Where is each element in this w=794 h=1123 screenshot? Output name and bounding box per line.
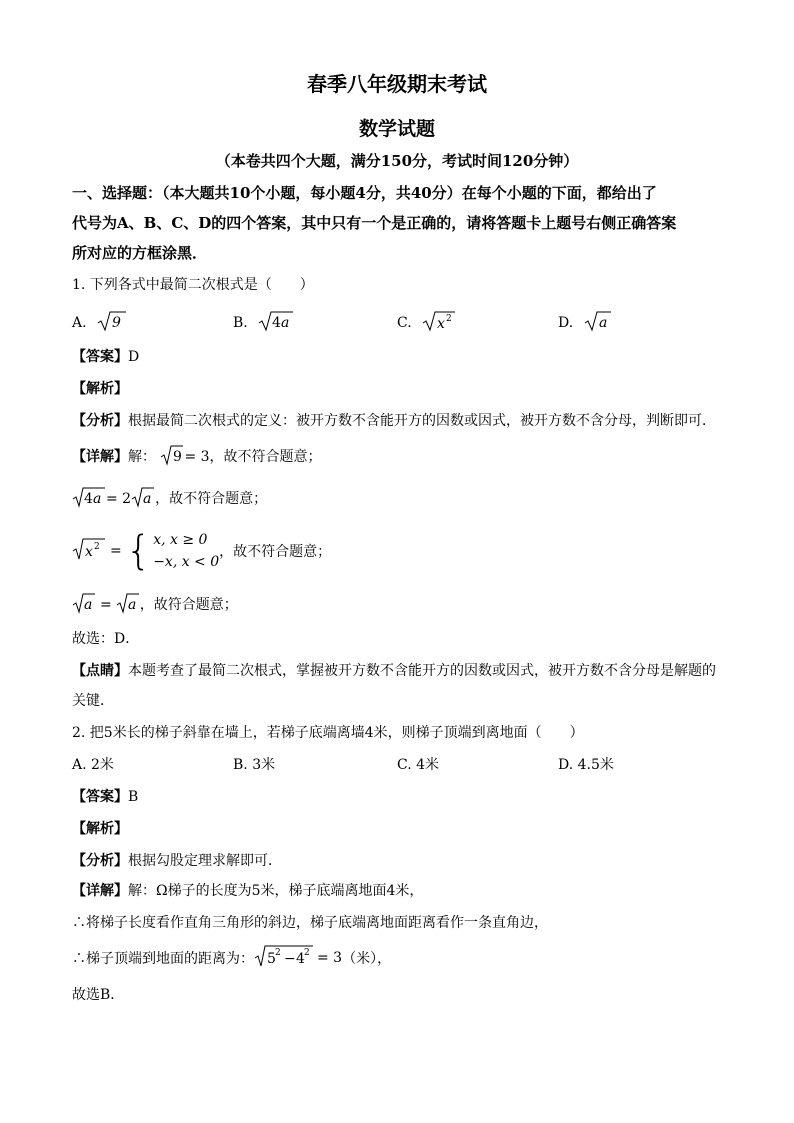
svg-text:a: a <box>127 597 137 613</box>
section1-line2: 代号为A、B、C、D的四个答案，其中只有一个是正确的，请将答题卡上题号右侧正确答案 <box>72 214 677 232</box>
q1-answer <box>72 346 139 366</box>
sqrt-x-squared <box>422 310 456 336</box>
q1-xiangjie <box>72 444 322 470</box>
line3-eq: = 3 <box>317 950 343 966</box>
step2-eq: = 2 <box>106 491 132 507</box>
xiangjie-tag: 【详解】 <box>72 883 128 899</box>
fenxi-text: 根据勾股定理求解即可． <box>128 853 282 869</box>
sqrt-4a <box>72 486 106 512</box>
sqrt-9 <box>160 444 184 470</box>
svg-text:2: 2 <box>446 314 452 324</box>
xiangjie-tag: 【详解】 <box>72 449 128 465</box>
option-label: B. <box>233 315 248 331</box>
step2-text: ，故不符合题意； <box>155 491 268 507</box>
equals-sign: = <box>110 543 122 559</box>
svg-text:2: 2 <box>304 948 310 958</box>
xiangjie-text: 解：Ω梯子的长度为5米，梯子底端离地面4米， <box>128 883 424 899</box>
q1-step4 <box>72 592 238 618</box>
q2-option-b: B. 3米 <box>233 757 276 773</box>
option-label: C. <box>397 315 412 331</box>
q1-option-d <box>558 310 612 336</box>
fenxi-tag: 【分析】 <box>72 853 128 869</box>
subject-title: 数学试题 <box>358 118 435 140</box>
answer-value: D <box>128 349 140 365</box>
answer-tag: 【答案】 <box>72 789 128 805</box>
answer-value: B <box>128 789 139 805</box>
step1-eq: = 3 <box>184 449 210 465</box>
svg-text:x: x <box>437 316 446 332</box>
sqrt-a <box>72 592 96 618</box>
svg-text:a: a <box>93 491 102 507</box>
dianjing-tag: 【点睛】 <box>72 663 128 679</box>
step4-text: ，故符合题意； <box>139 597 238 613</box>
q2-option-d: D. 4.5米 <box>558 757 614 773</box>
q2-fenxi <box>72 850 282 870</box>
svg-text:2: 2 <box>94 542 100 552</box>
fenxi-text: 根据最简二次根式的定义：被开方数不含能开方的因数或因式，被开方数不含分母，判断即可． <box>128 413 716 429</box>
cases <box>153 529 219 573</box>
sqrt-4a <box>258 310 294 336</box>
svg-text:4: 4 <box>296 951 305 967</box>
exam-note: （本卷共四个大题，满分150分，考试时间120分钟） <box>215 152 579 170</box>
svg-text:9: 9 <box>173 449 183 465</box>
svg-text:−: − <box>284 951 296 967</box>
svg-text:a: a <box>598 315 607 331</box>
exam-title: 春季八年级期末考试 <box>307 72 487 96</box>
radicand: 9 <box>112 315 121 331</box>
svg-text:2: 2 <box>275 948 281 958</box>
q2-stem: 2. 把5米长的梯子斜靠在墙上，若梯子底端离墙4米，则梯子顶端到离地面（ ） <box>72 725 584 741</box>
q1-stem: 1. 下列各式中最简二次根式是（ ） <box>72 277 314 293</box>
svg-text:x: x <box>85 544 93 560</box>
q2-option-a: A. 2米 <box>72 757 114 773</box>
q1-conclusion: 故选：D． <box>72 631 140 647</box>
q1-step3 <box>72 528 331 574</box>
piecewise-brace <box>126 529 219 573</box>
case-2: −x, x < 0 <box>153 554 220 570</box>
step1-text: ，故不符合题意； <box>209 449 322 465</box>
option-label: A. <box>72 315 87 331</box>
sqrt-a <box>116 592 140 618</box>
q1-step2 <box>72 486 267 512</box>
sqrt-x-squared <box>72 537 106 565</box>
q2-option-c: C. 4米 <box>397 757 440 773</box>
q2-line2: ∴将梯子长度看作直角三角形的斜边，梯子底端离地面距离看作一条直角边， <box>72 915 548 931</box>
q1-option-b <box>233 310 294 336</box>
q2-line3 <box>72 944 391 972</box>
sqrt-a <box>584 310 612 336</box>
svg-text:4: 4 <box>272 315 282 331</box>
sqrt-9 <box>97 310 127 336</box>
case-1: x, x ≥ 0 <box>153 532 208 548</box>
q2-xiangjie <box>72 880 423 900</box>
q1-fenxi <box>72 410 716 430</box>
section1-line1: 一、选择题：（本大题共10个小题，每小题4分，共40分）在每个小题的下面，都给出了 <box>72 184 657 202</box>
q2-analysis-tag: 【解析】 <box>72 821 128 837</box>
sqrt-pythagoras <box>254 944 314 972</box>
svg-text:4: 4 <box>84 491 93 507</box>
svg-text:a: a <box>143 491 152 507</box>
q2-answer <box>72 786 138 806</box>
fenxi-tag: 【分析】 <box>72 413 128 429</box>
svg-text:a: a <box>281 315 290 331</box>
answer-tag: 【答案】 <box>72 349 128 365</box>
xiangjie-prefix: 解： <box>128 449 156 465</box>
step3-text: ，故不符合题意； <box>219 544 332 560</box>
option-label: D. <box>558 315 574 331</box>
q2-conclusion: 故选B． <box>72 987 125 1003</box>
svg-text:a: a <box>84 597 93 613</box>
line3-prefix: ∴梯子顶端到地面的距离为： <box>72 951 254 967</box>
q1-dianjing-cont: 关键． <box>72 693 114 709</box>
dianjing-text: 本题考查了最简二次根式，掌握被开方数不含能开方的因数或因式，被开方数不含分母是解题的 <box>128 663 716 679</box>
q1-option-c <box>397 310 456 336</box>
svg-text:5: 5 <box>267 951 276 967</box>
section1-line3: 所对应的方框涂黑． <box>72 244 208 262</box>
q1-dianjing <box>72 660 716 680</box>
line3-suffix: （米）， <box>342 951 392 967</box>
q1-analysis-tag: 【解析】 <box>72 381 128 397</box>
sqrt-a <box>131 486 155 512</box>
step4-eq: = <box>100 597 112 613</box>
q1-option-a <box>72 310 127 336</box>
brace-glyph: { <box>125 528 152 574</box>
